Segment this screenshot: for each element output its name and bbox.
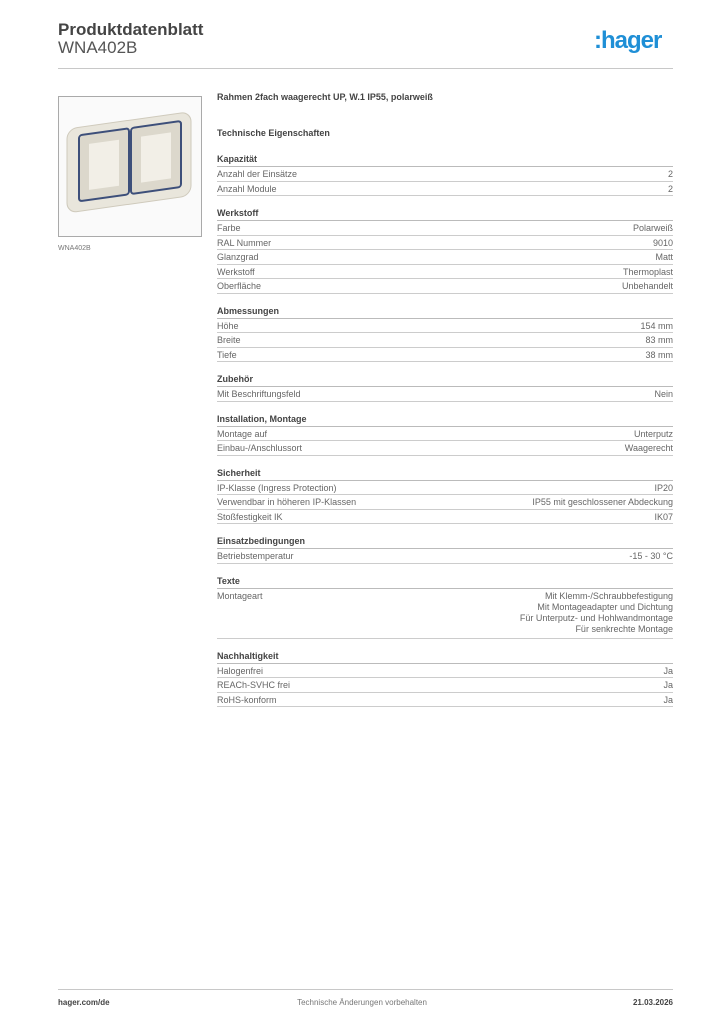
spec-value: Ja — [663, 680, 673, 690]
spec-section — [217, 466, 673, 525]
page-title: Produktdatenblatt — [58, 20, 204, 39]
spec-row — [217, 333, 673, 348]
footer-disclaimer: Technische Änderungen vorbehalten — [297, 998, 427, 1007]
spec-label: Anzahl Module — [217, 183, 277, 194]
spec-value: 2 — [667, 169, 673, 179]
spec-label: Werkstoff — [217, 266, 255, 277]
spec-row — [217, 427, 673, 442]
spec-row — [217, 279, 673, 294]
spec-value: Matt — [655, 252, 673, 262]
spec-value: Waagerecht — [624, 443, 673, 453]
product-title: Rahmen 2fach waagerecht UP, W.1 IP55, polarweiß — [217, 92, 433, 102]
spec-section — [217, 412, 673, 456]
spec-value: Nein — [654, 389, 673, 399]
spec-label: Höhe — [217, 320, 239, 331]
spec-section — [217, 574, 673, 639]
spec-value: Thermoplast — [622, 266, 673, 277]
spec-value: 38 mm — [645, 349, 673, 360]
product-image — [58, 96, 202, 237]
spec-label: Halogenfrei — [217, 665, 264, 676]
spec-label: Anzahl der Einsätze — [217, 169, 298, 179]
spec-value: Mit Klemm-/Schraubbefestigung Mit Montageadapter und Dichtung Für Unterputz- und Hohlwandmontage Für senkrechte Montage — [519, 590, 673, 634]
spec-row — [217, 693, 673, 708]
spec-label: Verwendbar in höheren IP-Klassen — [217, 497, 357, 507]
footer-date: 21.03.2026 — [632, 998, 673, 1007]
spec-row — [217, 265, 673, 280]
spec-label: Tiefe — [217, 349, 237, 360]
spec-row — [217, 664, 673, 679]
section-heading: Installation, Montage — [217, 412, 673, 427]
spec-value: 154 mm — [640, 320, 673, 331]
spec-row — [217, 236, 673, 251]
spec-value: Ja — [663, 665, 673, 676]
spec-row — [217, 481, 673, 496]
spec-label: Montageart — [217, 590, 263, 601]
tech-heading: Technische Eigenschaften — [217, 128, 330, 138]
spec-row — [217, 441, 673, 456]
spec-row — [217, 589, 673, 639]
section-heading: Werkstoff — [217, 206, 673, 221]
spec-section — [217, 372, 673, 402]
spec-row — [217, 182, 673, 197]
spec-row — [217, 221, 673, 236]
spec-value: IP20 — [654, 482, 673, 493]
spec-label: Oberfläche — [217, 281, 262, 291]
section-heading: Zubehör — [217, 372, 673, 387]
spec-row — [217, 510, 673, 525]
spec-row — [217, 387, 673, 402]
spec-value: Unterputz — [633, 428, 673, 439]
spec-value: IK07 — [654, 511, 673, 522]
spec-label: RAL Nummer — [217, 237, 272, 248]
section-heading: Abmessungen — [217, 304, 673, 319]
spec-label: Farbe — [217, 223, 241, 233]
spec-label: RoHS-konform — [217, 694, 277, 705]
spec-value: Unbehandelt — [621, 281, 673, 291]
spec-row — [217, 348, 673, 363]
section-heading: Sicherheit — [217, 466, 673, 481]
spec-value: 2 — [667, 183, 673, 194]
section-heading: Nachhaltigkeit — [217, 649, 673, 664]
spec-label: Breite — [217, 335, 241, 345]
section-heading: Kapazität — [217, 152, 673, 167]
spec-row — [217, 319, 673, 334]
spec-section — [217, 152, 673, 196]
spec-value: Ja — [663, 694, 673, 705]
section-heading: Texte — [217, 574, 673, 589]
spec-label: Einbau-/Anschlussort — [217, 443, 303, 453]
spec-label: Mit Beschriftungsfeld — [217, 389, 301, 399]
spec-value: IP55 mit geschlossener Abdeckung — [532, 497, 673, 507]
spec-row — [217, 549, 673, 564]
spec-label: Betriebstemperatur — [217, 551, 294, 561]
image-caption: WNA402B — [58, 245, 91, 252]
spec-section — [217, 534, 673, 564]
spec-label: Glanzgrad — [217, 252, 259, 262]
section-heading: Einsatzbedingungen — [217, 534, 673, 549]
hager-logo: :hager — [594, 27, 662, 54]
spec-row — [217, 250, 673, 265]
spec-section — [217, 649, 673, 708]
spec-row — [217, 495, 673, 510]
spec-label: IP-Klasse (Ingress Protection) — [217, 482, 337, 493]
spec-value: 9010 — [652, 237, 673, 248]
spec-value: Polarweiß — [632, 223, 673, 233]
spec-value: -15 - 30 °C — [629, 551, 673, 561]
footer-website[interactable]: hager.com/de — [58, 998, 110, 1007]
spec-row — [217, 167, 673, 182]
article-number: WNA402B — [58, 38, 138, 57]
product-details — [217, 92, 673, 707]
spec-section — [217, 206, 673, 294]
footer-divider — [58, 989, 673, 990]
spec-row — [217, 678, 673, 693]
spec-section — [217, 304, 673, 363]
spec-label: Montage auf — [217, 428, 268, 439]
spec-label: REACh-SVHC frei — [217, 680, 291, 690]
header-divider — [58, 68, 673, 69]
spec-value: 83 mm — [645, 335, 673, 345]
spec-sections — [217, 152, 673, 707]
spec-label: Stoßfestigkeit IK — [217, 511, 283, 522]
